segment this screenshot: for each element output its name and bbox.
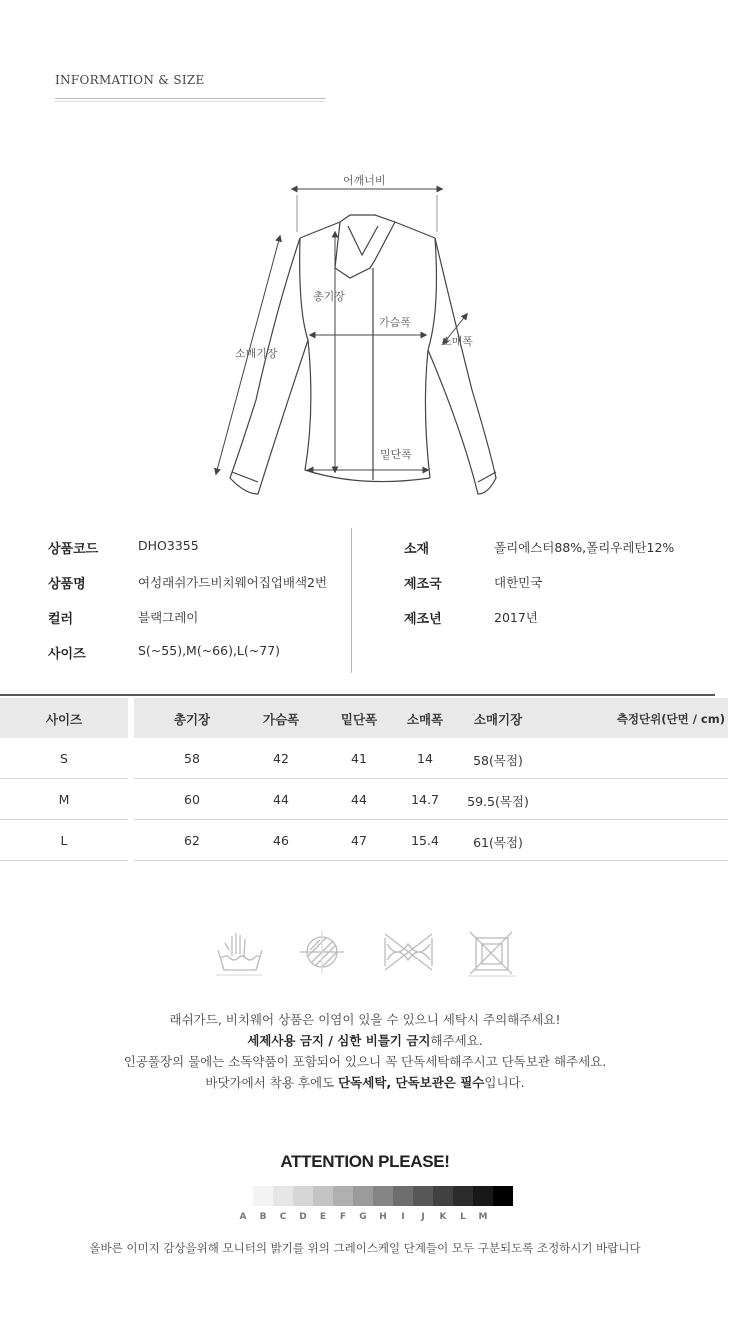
care-notice-bold: 단독세탁, 단독보관은 필수 — [338, 1075, 485, 1090]
grayscale-swatch — [353, 1186, 373, 1206]
grayscale-letter: H — [379, 1212, 387, 1222]
grayscale-swatch — [453, 1186, 473, 1206]
size-cell: L — [60, 833, 68, 848]
care-notice-text: 해주세요. — [430, 1033, 483, 1048]
value-cell: 44 — [351, 792, 367, 807]
value-cell: 58 — [184, 751, 200, 766]
info-key: 사이즈 — [48, 647, 86, 662]
value-cell: 61(목점) — [473, 835, 523, 850]
care-notice-line4 — [0, 1073, 730, 1091]
value-cell: 14.7 — [411, 792, 439, 807]
table-top-rule — [0, 694, 715, 696]
value-cell: 59.5(목점) — [467, 794, 529, 809]
info-value: 여성래쉬가드비치웨어집업배색2번 — [138, 575, 328, 590]
row-divider — [0, 819, 128, 820]
care-notice-line3: 인공풀장의 물에는 소독약품이 포함되어 있으니 꼭 단독세탁해주시고 단독보관 해주세요. — [123, 1054, 607, 1069]
header-col: 가슴폭 — [262, 712, 300, 727]
no-tumble-dry-icon — [468, 932, 516, 976]
grayscale-swatch — [313, 1186, 333, 1206]
header-col: 소매폭 — [406, 712, 444, 727]
care-notice-text: 바닷가에서 착용 후에도 — [205, 1075, 339, 1090]
grayscale-swatch — [393, 1186, 413, 1206]
garment-diagram — [180, 160, 540, 505]
value-cell: 60 — [184, 792, 200, 807]
info-key: 소재 — [404, 542, 430, 557]
info-key: 상품코드 — [48, 542, 99, 557]
header-col: 밑단폭 — [340, 712, 378, 727]
care-notice-bold: 세제사용 금지 / 심한 비틀기 금지 — [247, 1033, 431, 1048]
grayscale-letter: E — [319, 1212, 327, 1222]
grayscale-letter: A — [239, 1212, 247, 1222]
grayscale-letter: K — [439, 1212, 447, 1222]
grayscale-letter: C — [279, 1212, 287, 1222]
row-divider — [134, 778, 728, 779]
value-cell: 14 — [417, 751, 433, 766]
value-cell: 47 — [351, 833, 367, 848]
info-value: 블랙그레이 — [138, 610, 199, 625]
row-divider — [134, 860, 728, 861]
care-notice-line1: 래쉬가드, 비치웨어 상품은 이염이 있을 수 있으니 세탁시 주의해주세요! — [169, 1012, 561, 1027]
hand-wash-icon — [216, 933, 262, 975]
value-cell: 15.4 — [411, 833, 439, 848]
size-cell: M — [58, 792, 70, 807]
header-unit: 측정단위(단면 / cm) — [616, 712, 725, 726]
no-bleach-icon — [300, 930, 344, 974]
grayscale-swatch — [493, 1186, 513, 1206]
label-chest-width: 가슴폭 — [379, 316, 411, 329]
grayscale-letter: I — [401, 1212, 405, 1222]
jacket-outline-drawing — [180, 160, 540, 505]
info-value: 대한민국 — [494, 575, 543, 590]
monitor-calibration-note: 올바른 이미지 감상을위해 모니터의 밝기를 위의 그레이스케일 단계들이 모두 구분되도록 조정하시기 바랍니다 — [89, 1241, 641, 1255]
label-shoulder-width: 어깨너비 — [343, 174, 386, 187]
label-sleeve-length: 소매기장 — [235, 347, 278, 360]
grayscale-swatch — [293, 1186, 313, 1206]
row-divider — [0, 778, 128, 779]
grayscale-swatch — [413, 1186, 433, 1206]
grayscale-swatch — [273, 1186, 293, 1206]
value-cell: 42 — [273, 751, 289, 766]
grayscale-swatch — [373, 1186, 393, 1206]
header-col: 소매기장 — [473, 712, 523, 727]
label-sleeve-width: 소매폭 — [441, 335, 473, 348]
info-key: 컬러 — [48, 612, 74, 627]
grayscale-letter: D — [299, 1212, 307, 1222]
size-cell: S — [60, 751, 68, 766]
label-total-length: 총기장 — [313, 290, 345, 303]
value-cell: 46 — [273, 833, 289, 848]
grayscale-letter: G — [359, 1212, 367, 1222]
title-divider — [55, 98, 325, 102]
section-title: INFORMATION & SIZE — [55, 73, 205, 87]
grayscale-letter: L — [460, 1212, 466, 1222]
row-divider — [134, 819, 728, 820]
grayscale-letter: J — [421, 1212, 425, 1222]
no-wring-icon — [385, 934, 432, 970]
info-value: 2017년 — [494, 610, 538, 625]
attention-title: ATTENTION PLEASE! — [280, 1152, 450, 1171]
info-key: 제조국 — [404, 577, 442, 592]
info-value: S(~55),M(~66),L(~77) — [138, 643, 281, 658]
label-hem-width: 밑단폭 — [380, 448, 412, 461]
header-size: 사이즈 — [45, 712, 83, 727]
value-cell: 62 — [184, 833, 200, 848]
care-notice-line2 — [0, 1031, 730, 1049]
value-cell: 41 — [351, 751, 367, 766]
grayscale-letter: B — [259, 1212, 267, 1222]
grayscale-swatch — [253, 1186, 273, 1206]
grayscale-swatch — [473, 1186, 493, 1206]
grayscale-bar — [253, 1186, 513, 1206]
value-cell: 44 — [273, 792, 289, 807]
info-divider — [351, 528, 352, 673]
info-key: 제조년 — [404, 612, 442, 627]
grayscale-swatch — [333, 1186, 353, 1206]
grayscale-letters — [233, 1212, 493, 1222]
grayscale-swatch — [433, 1186, 453, 1206]
info-value: DHO3355 — [138, 538, 199, 553]
grayscale-letter: F — [339, 1212, 347, 1222]
care-icons — [0, 930, 730, 990]
care-notice-text: 입니다. — [484, 1075, 525, 1090]
header-col: 총기장 — [173, 712, 211, 727]
row-divider — [0, 860, 128, 861]
value-cell: 58(목점) — [473, 753, 523, 768]
info-key: 상품명 — [48, 577, 86, 592]
info-value: 폴리에스터88%,폴리우레탄12% — [494, 540, 675, 555]
grayscale-letter: M — [478, 1212, 488, 1222]
